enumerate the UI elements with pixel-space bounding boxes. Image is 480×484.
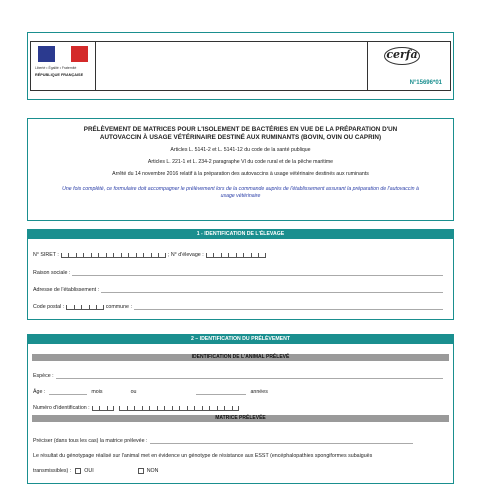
- commune-field[interactable]: [134, 305, 443, 310]
- form-header: [27, 32, 454, 100]
- elevage-label: ; N° d'élevage :: [167, 252, 204, 258]
- section-prelevement: [27, 334, 454, 484]
- marianne-flag-icon: [38, 46, 88, 62]
- preciser-label: Préciser (dans tous les cas) la matrice prélevée :: [33, 438, 148, 444]
- siret-row: [33, 252, 268, 258]
- oui-checkbox[interactable]: [75, 468, 81, 474]
- raison-sociale-field[interactable]: [72, 271, 443, 276]
- numero-prefix-field[interactable]: [92, 406, 115, 411]
- non-label: NON: [146, 468, 159, 474]
- section-elevage: [27, 229, 454, 320]
- legal-ref-3: Arrêté du 14 novembre 2016 relatif à la préparation des autovaccins à usage vétérinaire destinés aux ruminants: [112, 171, 369, 177]
- adresse-row: [33, 287, 443, 293]
- legal-ref-2: Articles L. 221-1 et L. 234-2 paragraphe VI du code rural et de la pêche maritime: [147, 159, 334, 165]
- numero-field[interactable]: [119, 406, 239, 411]
- form-title: PRÉLÈVEMENT DE MATRICES POUR L'ISOLEMENT DE BACTÉRIES EN VUE DE LA PRÉPARATION D'UN AUTOVACCIN À USAGE VÉTÉRINAIRE DESTINÉ AUX RUMINANTS (BOVIN, OVIN OU CAPRIN): [83, 126, 398, 141]
- title-box: [27, 118, 454, 221]
- adresse-field[interactable]: [101, 288, 443, 293]
- espece-label: Espèce :: [33, 373, 54, 379]
- age-months-field[interactable]: [49, 390, 87, 395]
- espece-field[interactable]: [56, 374, 443, 379]
- non-checkbox[interactable]: [138, 468, 144, 474]
- matrice-heading: MATRICE PRÉLEVÉE: [32, 415, 449, 422]
- matrice-field[interactable]: [150, 439, 413, 444]
- cerfa-cell: [368, 42, 450, 90]
- age-row: [33, 389, 268, 395]
- logo-name: RÉPUBLIQUE FRANÇAISE: [35, 73, 84, 77]
- age-label: Âge :: [33, 389, 46, 395]
- elevage-number-field[interactable]: [206, 253, 266, 258]
- republique-logo-cell: [31, 42, 96, 90]
- section2-heading: 2 – IDENTIFICATION DU PRÉLÈVEMENT: [28, 335, 453, 344]
- ou-label: ou: [130, 389, 137, 395]
- cerfa-logo: cerfa: [384, 47, 420, 65]
- section1-heading: 1 - IDENTIFICATION DE L'ÉLEVAGE: [28, 230, 453, 239]
- cp-label: Code postal :: [33, 304, 65, 310]
- adresse-label: Adresse de l'établissement :: [33, 287, 100, 293]
- genotype-row: [33, 453, 372, 459]
- raison-row: [33, 270, 443, 276]
- header-table: [30, 41, 451, 91]
- form-number: N°15696*01: [409, 80, 442, 86]
- age-years-field[interactable]: [196, 390, 246, 395]
- commune-label: commune :: [105, 304, 132, 310]
- mois-label: mois: [91, 389, 103, 395]
- annees-label: années: [250, 389, 268, 395]
- siret-field[interactable]: [61, 253, 166, 258]
- raison-label: Raison sociale :: [33, 270, 71, 276]
- espece-row: [33, 373, 443, 379]
- numero-row: [33, 405, 241, 411]
- header-blank-cell: [96, 42, 368, 90]
- numero-label: Numéro d'identification :: [33, 405, 90, 411]
- logo-motto: Liberté • Égalité • Fraternité: [35, 66, 77, 70]
- transmissibles-label: transmissibles) :: [33, 468, 72, 474]
- code-postal-field[interactable]: [66, 305, 104, 310]
- legal-ref-1: Articles L. 5141-2 et L. 5141-12 du code de la santé publique: [170, 147, 311, 153]
- siret-label: N° SIRET :: [33, 252, 59, 258]
- instruction-note: Une fois complété, ce formulaire doit accompagner le prélèvement lors de la commande auprès de l'établissement assurant la préparation de l'autovaccin à usage vétérinaire: [62, 186, 419, 199]
- animal-heading: IDENTIFICATION DE L'ANIMAL PRÉLEVÉ: [32, 354, 449, 361]
- genotype-text: Le résultat du génotypage réalisé sur l'animal met en évidence un génotype de résistance aux ESST (encéphalopathies spongiformes subaiguës: [33, 453, 373, 459]
- preciser-row: [33, 438, 413, 444]
- oui-label: OUI: [84, 468, 94, 474]
- cp-row: [33, 304, 443, 310]
- transmissibles-row: [33, 468, 158, 474]
